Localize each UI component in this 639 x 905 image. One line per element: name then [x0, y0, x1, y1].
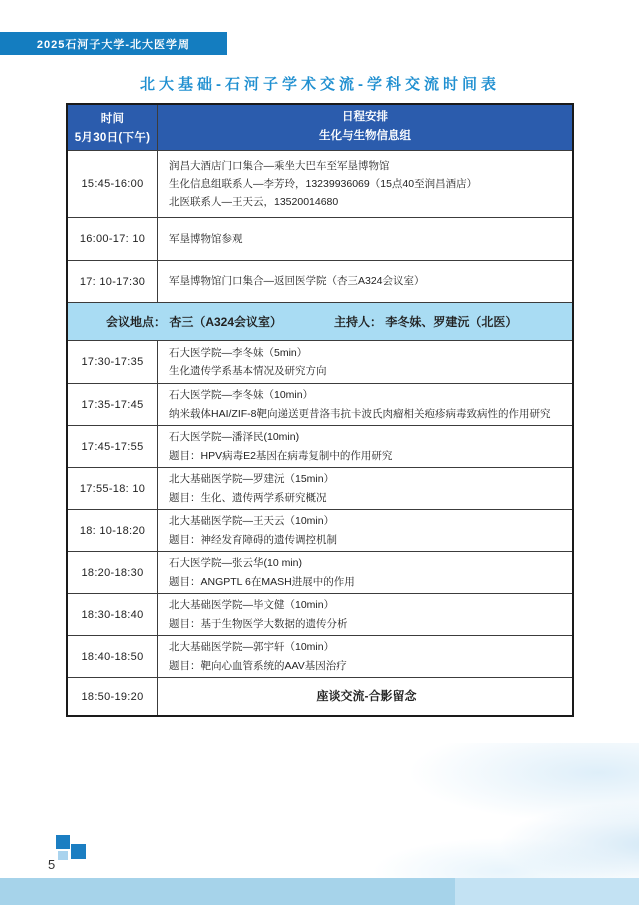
schedule-table	[66, 103, 574, 717]
schedule-row	[68, 217, 572, 260]
page-number: 5	[48, 857, 56, 872]
header-agenda-line1: 日程安排	[342, 111, 388, 124]
closing-row	[68, 677, 572, 715]
detail-line: 题目：神经发育障碍的遗传调控机制	[169, 533, 337, 546]
detail-line: 北大基础医学院—郭宇轩（10min）	[169, 641, 335, 654]
detail-line: 生化遗传学系基本情况及研究方向	[169, 365, 327, 377]
page-title: 北大基础-石河子学术交流-学科交流时间表	[140, 76, 500, 93]
detail-cell	[158, 510, 572, 551]
detail-cell	[158, 594, 572, 635]
decor-square-dark	[56, 835, 70, 849]
meeting-location: 会议地点： 杏三（A324会议室）	[106, 315, 283, 329]
time-cell: 15:45-16:00	[68, 151, 158, 217]
detail-cell	[158, 552, 572, 593]
detail-line: 题目：ANGPTL 6在MASH进展中的作用	[169, 575, 355, 588]
detail-line: 北医联系人—王天云，13520014680	[169, 196, 339, 209]
schedule-row	[68, 340, 572, 383]
detail-line: 北大基础医学院—罗建沅（15min）	[169, 473, 335, 486]
schedule-row	[68, 551, 572, 593]
detail-line: 题目：生化、遗传两学系研究概况	[169, 491, 327, 504]
wave-decoration	[300, 743, 639, 878]
detail-cell	[158, 636, 572, 677]
time-cell: 18:20-18:30	[68, 552, 158, 593]
time-cell: 16:00-17: 10	[68, 218, 158, 260]
detail-line: 北大基础医学院—王天云（10min）	[169, 515, 335, 528]
time-cell: 17: 10-17:30	[68, 261, 158, 302]
banner-text: 2025石河子大学-北大医学周	[36, 38, 191, 51]
time-cell: 17:30-17:35	[68, 341, 158, 383]
time-cell: 18:40-18:50	[68, 636, 158, 677]
time-cell: 18:50-19:20	[68, 678, 158, 715]
detail-cell	[158, 218, 572, 260]
decor-square-dark2	[71, 844, 86, 859]
detail-cell	[158, 261, 572, 302]
detail-cell	[158, 468, 572, 509]
detail-line: 题目：基于生物医学大数据的遗传分析	[169, 617, 348, 630]
bottom-bar	[0, 878, 639, 905]
detail-line: 军垦博物馆门口集合—返回医学院（杏三A324会议室）	[169, 275, 425, 288]
detail-cell	[158, 341, 572, 383]
schedule-row	[68, 383, 572, 425]
detail-line: 石大医学院—李冬妹（10min）	[169, 389, 314, 402]
closing-text: 座谈交流-合影留念	[316, 689, 417, 704]
header-agenda-line2: 生化与生物信息组	[319, 130, 411, 142]
header-agenda-cell	[158, 105, 572, 150]
time-cell: 17:55-18: 10	[68, 468, 158, 509]
detail-line: 石大医学院—潘泽民(10min)	[169, 431, 300, 444]
detail-line: 生化信息组联系人—李芳玲，13239936069（15点40至润昌酒店）	[169, 177, 478, 190]
meeting-info-row	[68, 302, 572, 340]
time-cell: 18: 10-18:20	[68, 510, 158, 551]
header-time-line2: 5月30日(下午)	[74, 132, 151, 144]
top-banner	[0, 32, 227, 55]
time-cell: 17:45-17:55	[68, 426, 158, 467]
detail-cell	[158, 384, 572, 425]
schedule-row	[68, 509, 572, 551]
detail-line: 军垦博物馆参观	[169, 232, 243, 245]
detail-line: 石大医学院—李冬妹（5min）	[169, 346, 308, 359]
detail-line: 石大医学院—张云华(10 min)	[169, 557, 303, 570]
time-cell: 17:35-17:45	[68, 384, 158, 425]
schedule-row	[68, 425, 572, 467]
detail-line: 题目：靶向心血管系统的AAV基因治疗	[169, 659, 347, 672]
schedule-row	[68, 635, 572, 677]
time-cell: 18:30-18:40	[68, 594, 158, 635]
detail-line: 北大基础医学院—毕文健（10min）	[169, 599, 335, 612]
detail-line: 纳米载体HAI/ZIF-8靶向递送更昔洛韦抗卡波氏肉瘤相关疱疹病毒致病性的作用研究	[169, 407, 551, 420]
detail-line: 题目：HPV病毒E2基因在病毒复制中的作用研究	[169, 449, 393, 462]
detail-cell	[158, 426, 572, 467]
header-time-cell	[68, 105, 158, 150]
detail-cell	[158, 151, 572, 217]
schedule-row	[68, 593, 572, 635]
decor-square-light	[58, 851, 68, 860]
header-time-line1: 时间	[100, 113, 125, 125]
schedule-row	[68, 150, 572, 217]
detail-line: 润昌大酒店门口集合—乘坐大巴车至军垦博物馆	[169, 159, 390, 172]
meeting-host: 主持人： 李冬妹、罗建沅（北医）	[334, 315, 518, 329]
schedule-row	[68, 260, 572, 302]
schedule-row	[68, 467, 572, 509]
table-header-row	[68, 105, 572, 150]
